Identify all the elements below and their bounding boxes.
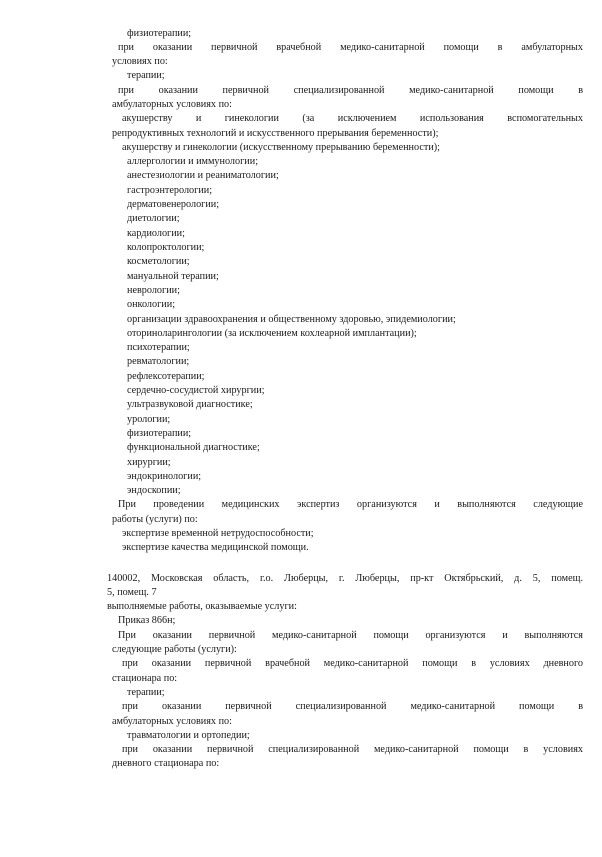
address-line: 140002, Московская область, г.о. Люберцы, г. Люберцы, пр-кт Октябрьский, д. 5, помещ.	[107, 573, 583, 584]
text-line: акушерству и гинекологии (за исключением использования вспомогательных	[122, 113, 583, 124]
text-line: дерматовенерологии;	[127, 199, 220, 210]
text-line: ревматологии;	[127, 356, 190, 367]
text-line: терапии;	[127, 687, 165, 698]
text-line: диетологии;	[127, 213, 180, 224]
text-line: урологии;	[127, 414, 171, 425]
text-line: выполняемые работы, оказываемые услуги:	[107, 601, 297, 612]
text-line: организации здравоохранения и общественному здоровью, эпидемиологии;	[127, 314, 456, 325]
text-line: травматологии и ортопедии;	[127, 730, 250, 741]
text-line: работы (услуги) по:	[112, 514, 198, 525]
text-line: при оказании первичной врачебной медико-санитарной помощи в условиях дневного	[122, 658, 583, 669]
text-line: следующие работы (услуги):	[112, 644, 237, 655]
text-line: функциональной диагностике;	[127, 442, 260, 453]
text-line: при оказании первичной специализированной медико-санитарной помощи в	[122, 701, 583, 712]
text-line: экспертизе качества медицинской помощи.	[122, 542, 309, 553]
text-line: физиотерапии;	[127, 28, 192, 39]
text-line: эндоскопии;	[127, 485, 181, 496]
text-line: ультразвуковой диагностике;	[127, 399, 253, 410]
text-line: хирургии;	[127, 457, 171, 468]
text-line: при оказании первичной специализированной медико-санитарной помощи в условиях	[122, 744, 583, 755]
text-line: стационара по:	[112, 673, 178, 684]
text-line: гастроэнтерологии;	[127, 185, 213, 196]
text-line: дневного стационара по:	[112, 758, 220, 769]
text-line: оториноларингологии (за исключением кохлеарной имплантации);	[127, 328, 417, 339]
text-line: рефлексотерапии;	[127, 371, 205, 382]
text-line: Приказ 866н;	[118, 615, 176, 626]
text-line: акушерству и гинекологии (искусственному прерыванию беременности);	[122, 142, 440, 153]
text-line: физиотерапии;	[127, 428, 192, 439]
text-line: условиях по:	[112, 56, 168, 67]
text-line: аллергологии и иммунологии;	[127, 156, 259, 167]
text-line: мануальной терапии;	[127, 271, 219, 282]
text-line: анестезиологии и реаниматологии;	[127, 170, 279, 181]
text-line: При оказании первичной медико-санитарной помощи организуются и выполняются	[118, 630, 583, 641]
text-line: неврологии;	[127, 285, 180, 296]
text-line: При проведении медицинских экспертиз организуются и выполняются следующие	[118, 499, 583, 510]
text-line: при оказании первичной специализированной медико-санитарной помощи в	[118, 85, 583, 96]
text-line: колопроктологии;	[127, 242, 205, 253]
text-line: репродуктивных технологий и искусственного прерывания беременности);	[112, 128, 439, 139]
text-line: экспертизе временной нетрудоспособности;	[122, 528, 314, 539]
text-line: сердечно-сосудистой хирургии;	[127, 385, 265, 396]
text-line: амбулаторных условиях по:	[112, 99, 232, 110]
text-line: амбулаторных условиях по:	[112, 716, 232, 727]
text-line: при оказании первичной врачебной медико-санитарной помощи в амбулаторных	[118, 42, 583, 53]
text-line: косметологии;	[127, 256, 190, 267]
text-line: психотерапии;	[127, 342, 190, 353]
address-line: 5, помещ. 7	[107, 587, 157, 598]
text-line: эндокринологии;	[127, 471, 202, 482]
text-line: кардиологии;	[127, 228, 185, 239]
text-line: онкологии;	[127, 299, 176, 310]
text-line: терапии;	[127, 70, 165, 81]
